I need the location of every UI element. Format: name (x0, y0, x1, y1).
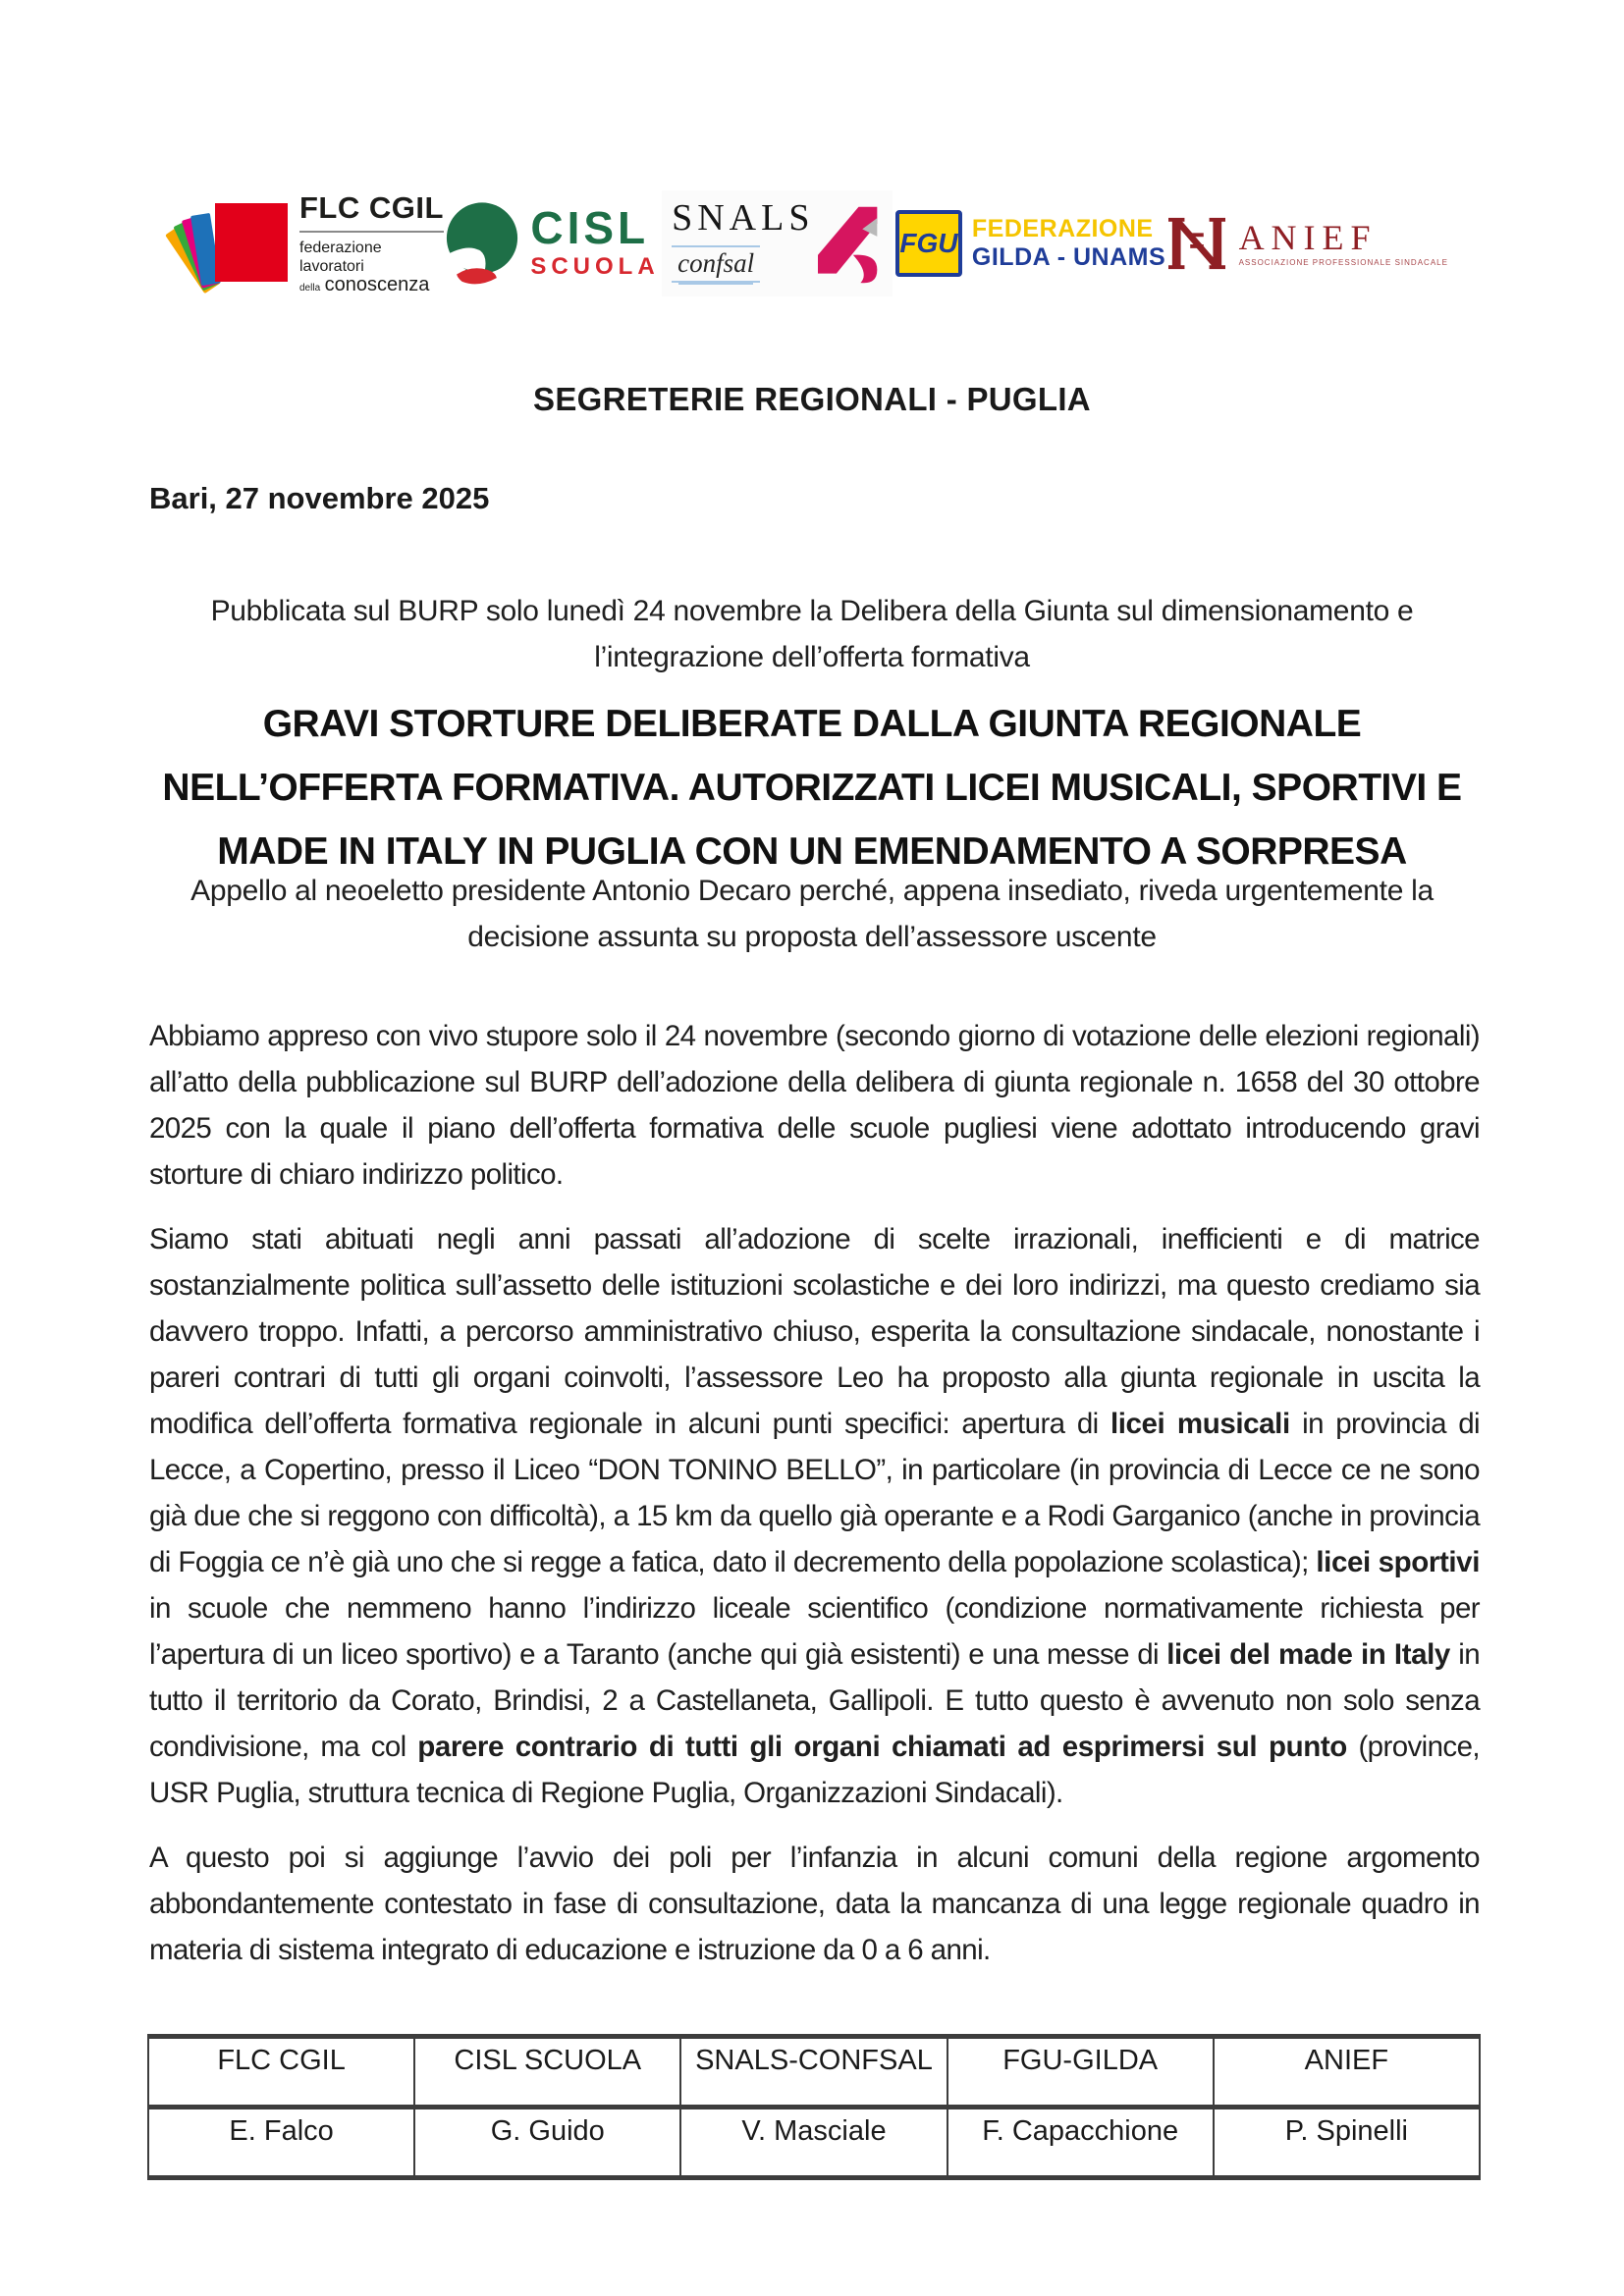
flc-cgil-title: FLC CGIL (299, 190, 444, 233)
cisl-emblem-icon (446, 197, 518, 290)
anief-subtitle: ASSOCIAZIONE PROFESSIONALE SINDACALE (1238, 258, 1448, 267)
signature-name: P. Spinelli (1214, 2108, 1480, 2178)
signature-org: CISL SCUOLA (414, 2037, 680, 2108)
cisl-title: CISL (530, 202, 650, 253)
snals-confsal-logo (662, 190, 893, 296)
signature-orgs-row (148, 2037, 1480, 2108)
document-title: SEGRETERIE REGIONALI - PUGLIA (533, 381, 1091, 417)
flc-sub-line1: federazione (299, 239, 382, 256)
signature-name: G. Guido (414, 2108, 680, 2178)
headline-line-1: GRAVI STORTURE DELIBERATE DALLA GIUNTA REGIONALE (262, 703, 1362, 745)
subheadline (0, 868, 1624, 960)
cisl-wordmark (530, 202, 660, 281)
subheadline-line-2: decisione assunta su proposta dell’assessore uscente (467, 921, 1157, 953)
flc-red-square (215, 203, 288, 282)
intro-paragraph (0, 588, 1624, 680)
flc-sub-line3: della conoscenza (299, 273, 430, 295)
snals-ribbon-icon (818, 198, 883, 289)
paragraph-1: Abbiamo appreso con vivo stupore solo il 24 novembre (secondo giorno di votazione delle elezioni regionali) all’atto della pubblicazione sul BURP dell’adozione della delibera di giunta regionale n. 1658 del 30 ottobre 2025 con la quale il piano dell’offerta formativa delle scuole pugliesi viene adottato introducendo gravi storture di chiaro indirizzo politico. (149, 1020, 1480, 1191)
anief-monogram-icon (1168, 214, 1225, 273)
cisl-scuola-logo (446, 197, 659, 290)
headline-line-2: NELL’OFFERTA FORMATIVA. AUTORIZZATI LICEI MUSICALI, SPORTIVI E (162, 767, 1462, 809)
snals-wordmark (672, 198, 814, 283)
headline-line-3: MADE IN ITALY IN PUGLIA CON UN EMENDAMENTO A SORPRESA (217, 830, 1407, 873)
signature-org: FLC CGIL (148, 2037, 414, 2108)
flc-sub-line2: lavoratori (299, 257, 364, 275)
signature-org: SNALS-CONFSAL (680, 2037, 947, 2108)
signature-name: F. Capacchione (947, 2108, 1214, 2178)
paragraph-3: A questo poi si aggiunge l’avvio dei poli per l’infanzia in alcuni comuni della regione argomento abbondantemente contestato in fase di consultazione, data la mancanza di una legge regionale quadro in materia di sistema integrato di educazione e istruzione da 0 a 6 anni. (149, 1842, 1480, 1966)
signatures-table (147, 2034, 1481, 2180)
anief-wordmark (1239, 220, 1448, 267)
fgu-gilda-unams-logo (895, 210, 1165, 277)
signature-org: ANIEF (1214, 2037, 1480, 2108)
subheadline-line-1: Appello al neoeletto presidente Antonio Decaro perché, appena insediato, riveda urgentemente la (190, 875, 1434, 907)
intro-line-1: Pubblicata sul BURP solo lunedì 24 novembre la Delibera della Giunta sul dimensionamento e (210, 595, 1414, 627)
body-text (149, 1013, 1480, 1992)
paragraph-2: Siamo stati abituati negli anni passati all’adozione di scelte irrazionali, inefficienti e di matrice sostanzialmente politica sull’assetto delle istituzioni scolastiche e dei loro indirizzi, ma questo crediamo sia davvero troppo. Infatti, a percorso amministrativo chiuso, esperita la consultazione sindacale, nonostante i pareri contrari di tutti gli organi coinvolti, l’assessore Leo ha proposto alla giunta regionale in uscita la modifica dell’offerta formativa regionale in alcuni punti specifici: apertura di licei musicali in provincia di Lecce, a Copertino, presso il Liceo “DON TONINO BELLO”, in particolare (in provincia di Lecce ce ne sono già due che si reggono con difficoltà), a 15 km da quello già operante e a Rodi Garganico (anche in provincia di Foggia ce n’è già uno che si regge a fatica, dato il decremento della popolazione scolastica); licei sportivi in scuole che nemmeno hanno l’indirizzo liceale scientifico (condizione normativamente richiesta per l’apertura di un liceo sportivo) e a Taranto (anche qui già esistenti) e una messe di licei del made in Italy in tutto il territorio da Corato, Brindisi, 2 a Castellaneta, Gallipoli. E tutto questo è avvenuto non solo senza condivisione, ma col parere contrario di tutti gli organi chiamati ad esprimersi sul punto (province, USR Puglia, struttura tecnica di Regione Puglia, Organizzazioni Sindacali). (149, 1223, 1481, 1809)
fgu-wordmark (972, 215, 1165, 272)
fgu-emblem-icon (895, 210, 962, 277)
snals-title: SNALS (672, 197, 815, 239)
signature-name: V. Masciale (680, 2108, 947, 2178)
flc-cgil-book-icon (182, 201, 288, 286)
signature-org: FGU-GILDA (947, 2037, 1214, 2108)
anief-logo (1168, 214, 1448, 273)
anief-title: ANIEF (1238, 218, 1378, 257)
snals-subtitle: confsal (672, 245, 760, 283)
union-logos-row (182, 185, 1448, 302)
signature-names-row (148, 2108, 1480, 2178)
intro-line-2: l’integrazione dell’offerta formativa (594, 641, 1030, 673)
dateline: Bari, 27 novembre 2025 (149, 481, 490, 515)
signature-name: E. Falco (148, 2108, 414, 2178)
flc-cgil-logo (182, 190, 444, 297)
flc-cgil-wordmark (299, 190, 444, 297)
fgu-federazione: FEDERAZIONE (971, 215, 1154, 242)
fgu-box-letters: FGU (899, 228, 958, 258)
cisl-subtitle: SCUOLA (530, 253, 660, 280)
fgu-gilda-unams: GILDA - UNAMS (971, 243, 1166, 271)
flc-cgil-subtitle (299, 239, 444, 297)
headline (88, 692, 1536, 883)
signatures-section (147, 2034, 1481, 2180)
